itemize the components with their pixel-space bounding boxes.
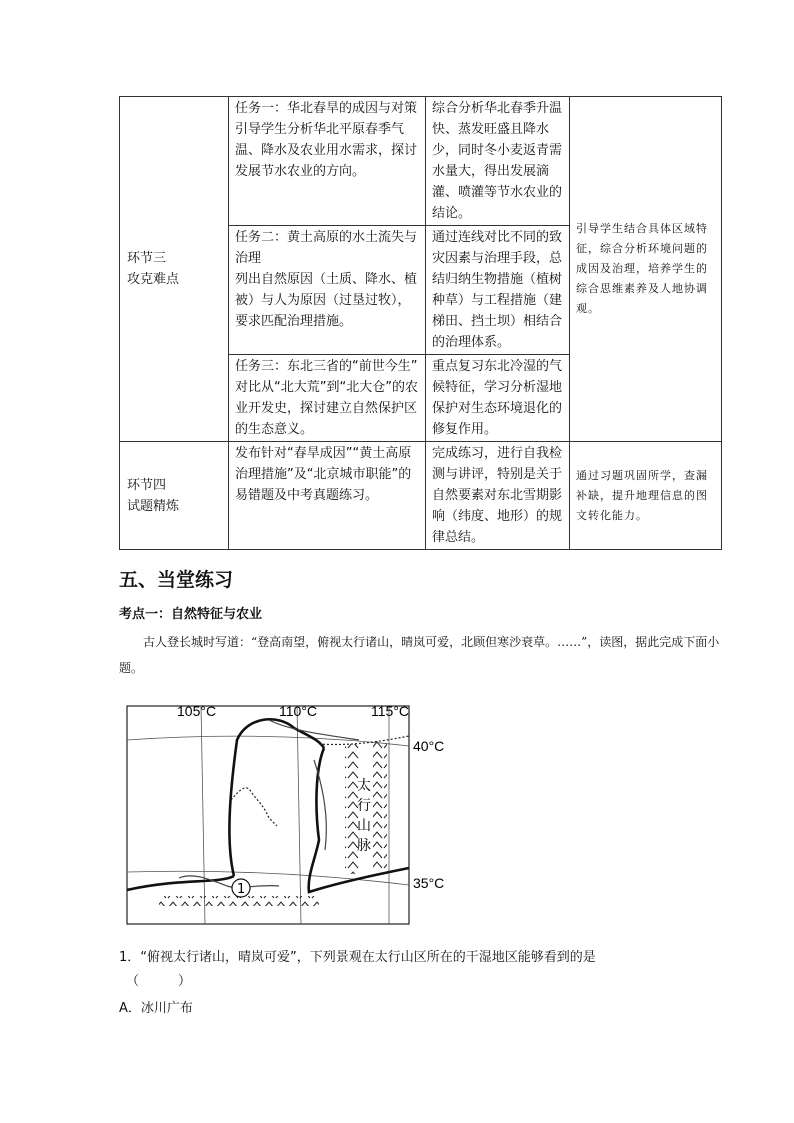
teacher-activity-cell: 任务一：华北春旱的成因与对策 引导学生分析华北平原春季气温、降水及农业用水需求，探讨发展节水农业的方向。 xyxy=(229,97,426,226)
student-activity-cell: 综合分析华北春季升温快、蒸发旺盛且降水少，同时冬小麦返青需水量大，得出发展滴灌、喷灌等节水农业的结论。 xyxy=(426,97,570,226)
option-a: A．冰川广布 xyxy=(119,1001,193,1016)
teacher-activity-cell: 任务二：黄土高原的水土流失与治理 列出自然原因（土质、降水、植被）与人为原因（过垦过牧），要求匹配治理措施。 xyxy=(229,226,426,355)
design-intent-cell: 通过习题巩固所学，查漏补缺，提升地理信息的图文转化能力。 xyxy=(570,442,722,550)
stage-cell: 环节四 试题精炼 xyxy=(120,442,229,550)
stage-cell: 环节三 攻克难点 xyxy=(120,97,229,442)
student-activity-cell: 通过连线对比不同的致灾因素与治理手段，总结归纳生物措施（植树种草）与工程措施（建梯田、挡土坝）相结合的治理体系。 xyxy=(426,226,570,355)
intro-text: 古人登长城时写道：“登高南望，俯视太行诸山，晴岚可爱，北顾但寒沙衰草。……”，读图，据此完成下面小题。 xyxy=(119,635,720,675)
lon-label-115: 115°C xyxy=(371,703,410,719)
section-title: 五、当堂练习 xyxy=(119,569,234,591)
range-label-3: 山 xyxy=(357,818,371,834)
range-label-4: 脉 xyxy=(357,838,371,854)
range-label-2: 行 xyxy=(357,798,371,814)
lon-label-110: 110°C xyxy=(279,703,318,719)
qinling-mountains xyxy=(159,896,319,906)
teacher-activity-cell: 发布针对“春旱成因”“黄土高原治理措施”及“北京城市职能”的易错题及中考真题练习。 xyxy=(229,442,426,550)
teaching-process-table xyxy=(119,96,722,550)
north-china-map xyxy=(119,700,445,930)
design-intent-cell: 引导学生结合具体区域特征，综合分析环境问题的成因及治理，培养学生的综合思维素养及人地协调观。 xyxy=(570,97,722,442)
answer-blank: （ ） xyxy=(126,974,192,989)
lat-label-40: 40°C xyxy=(413,738,445,754)
teacher-activity-cell: 任务三：东北三省的“前世今生” 对比从“北大荒”到“北大仓”的农业开发史，探讨建立自然保护区的生态意义。 xyxy=(229,355,426,442)
table-row xyxy=(120,97,722,226)
map-frame xyxy=(127,706,409,924)
student-activity-cell: 重点复习东北冷湿的气候特征，学习分析湿地保护对生态环境退化的修复作用。 xyxy=(426,355,570,442)
student-activity-cell: 完成练习，进行自我检测与讲评，特别是关于自然要素对东北雪期影响（纬度、地形）的规律总结。 xyxy=(426,442,570,550)
lat-label-35: 35°C xyxy=(413,875,445,891)
table-row xyxy=(120,442,722,550)
question-1: 1．“俯视太行诸山，晴岚可爱”，下列景观在太行山区所在的干湿地区能够看到的是 xyxy=(119,950,596,965)
location-marker-number: 1 xyxy=(237,882,246,897)
lon-label-105: 105°C xyxy=(177,703,217,719)
range-label-1: 太 xyxy=(357,778,371,794)
subheading: 考点一：自然特征与农业 xyxy=(119,607,263,622)
